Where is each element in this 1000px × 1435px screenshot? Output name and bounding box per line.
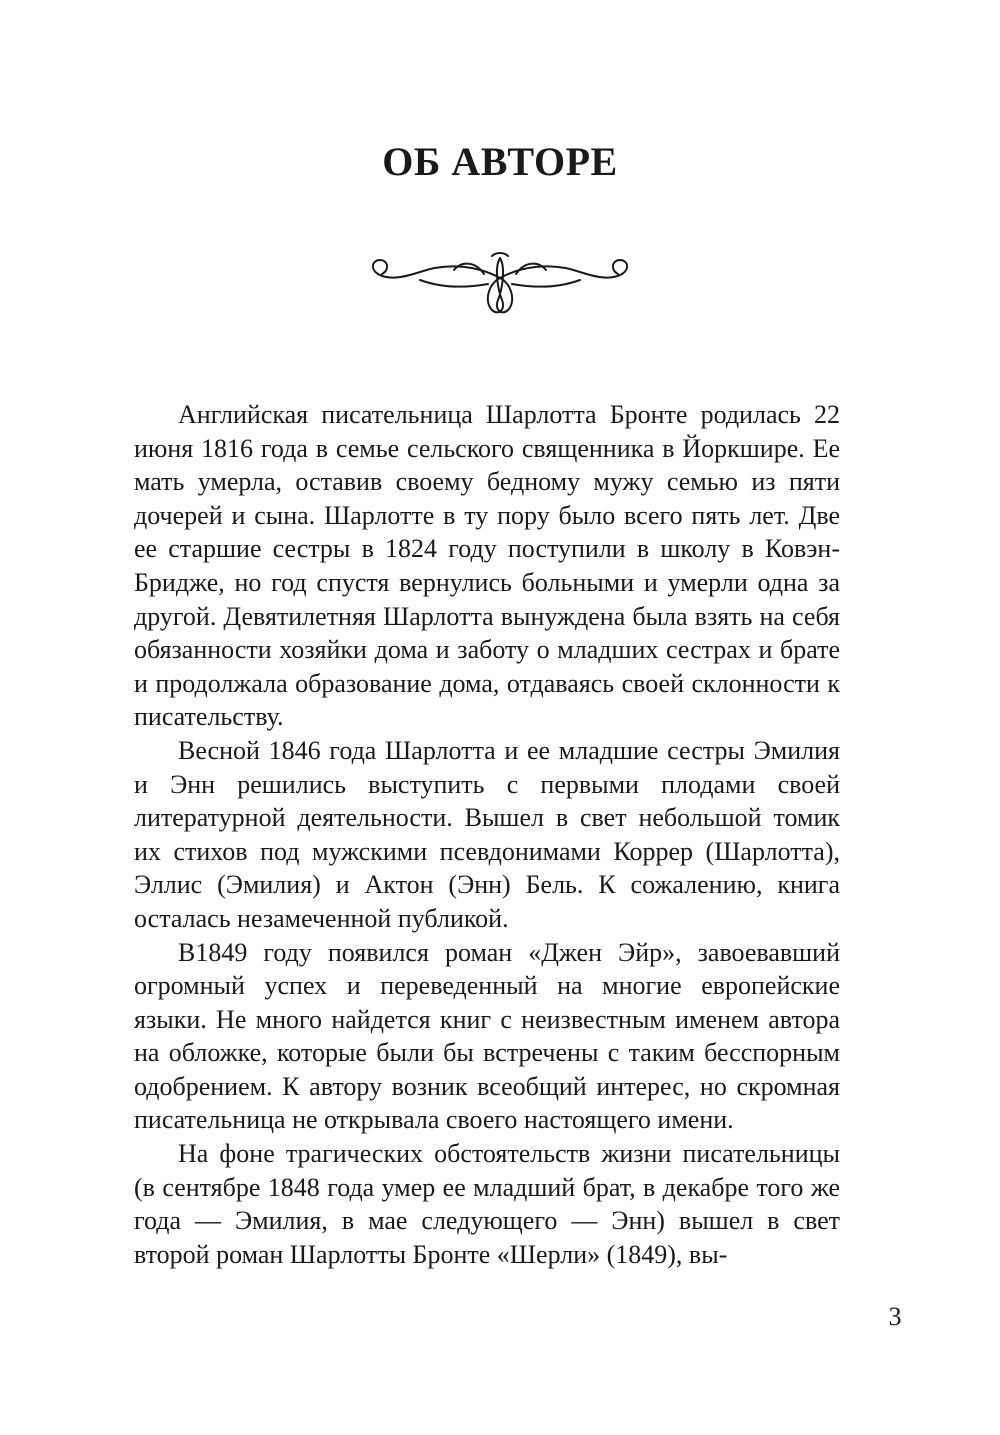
paragraph-1: Английская писательница Шарлотта Бронте родилась 22 июня 1816 года в семье сельского священника в Йоркшире. Ее мать умерла, оставив своему бедному мужу семью из пяти дочерей и сына. Шарлотте в ту пору было всего пять лет. Две ее старшие сестры в 1824 году поступили в школу в Ковэн-Бридже, но год спустя вернулись больными и умерли одна за другой. Девятилетняя Шарлотта вынуждена была взять на себя обязанности хозяйки дома и заботу о младших сестрах и брате и продолжала образование дома, отдаваясь своей склонности к писательству. — [134, 400, 840, 732]
article-body — [134, 398, 840, 1271]
page-title: ОБ АВТОРЕ — [382, 139, 618, 184]
page-number: 3 — [888, 1302, 902, 1331]
paragraph-3: В1849 году появился роман «Джен Эйр», завоевавший огромный успех и переведенный на многие европейские языки. Не много найдется книг с неизвестным именем автора на обложке, которые были бы встречены с таким бесспорным одобрением. К автору возник всеобщий интерес, но скромная писательница не открывала своего настоящего имени. — [134, 937, 840, 1135]
paragraph-2: Весной 1846 года Шарлотта и ее младшие сестры Эмилия и Энн решились выступить с первыми плодами своей литературной деятельности. Вышел в свет небольшой томик их стихов под мужскими псевдонимами Коррер (Шарлотта), Эллис (Эмилия) и Актон (Энн) Бель. К сожалению, книга осталась незамеченной публикой. — [134, 735, 840, 933]
flourish-divider-icon — [368, 248, 632, 320]
paragraph-4: На фоне трагических обстоятельств жизни писательницы (в сентябре 1848 года умер ее младший брат, в декабре того же года — Эмилия, в мае следующего — Энн) вышел в свет второй роман Шарлотты Бронте «Шерли» (1849), вы- — [134, 1139, 840, 1269]
